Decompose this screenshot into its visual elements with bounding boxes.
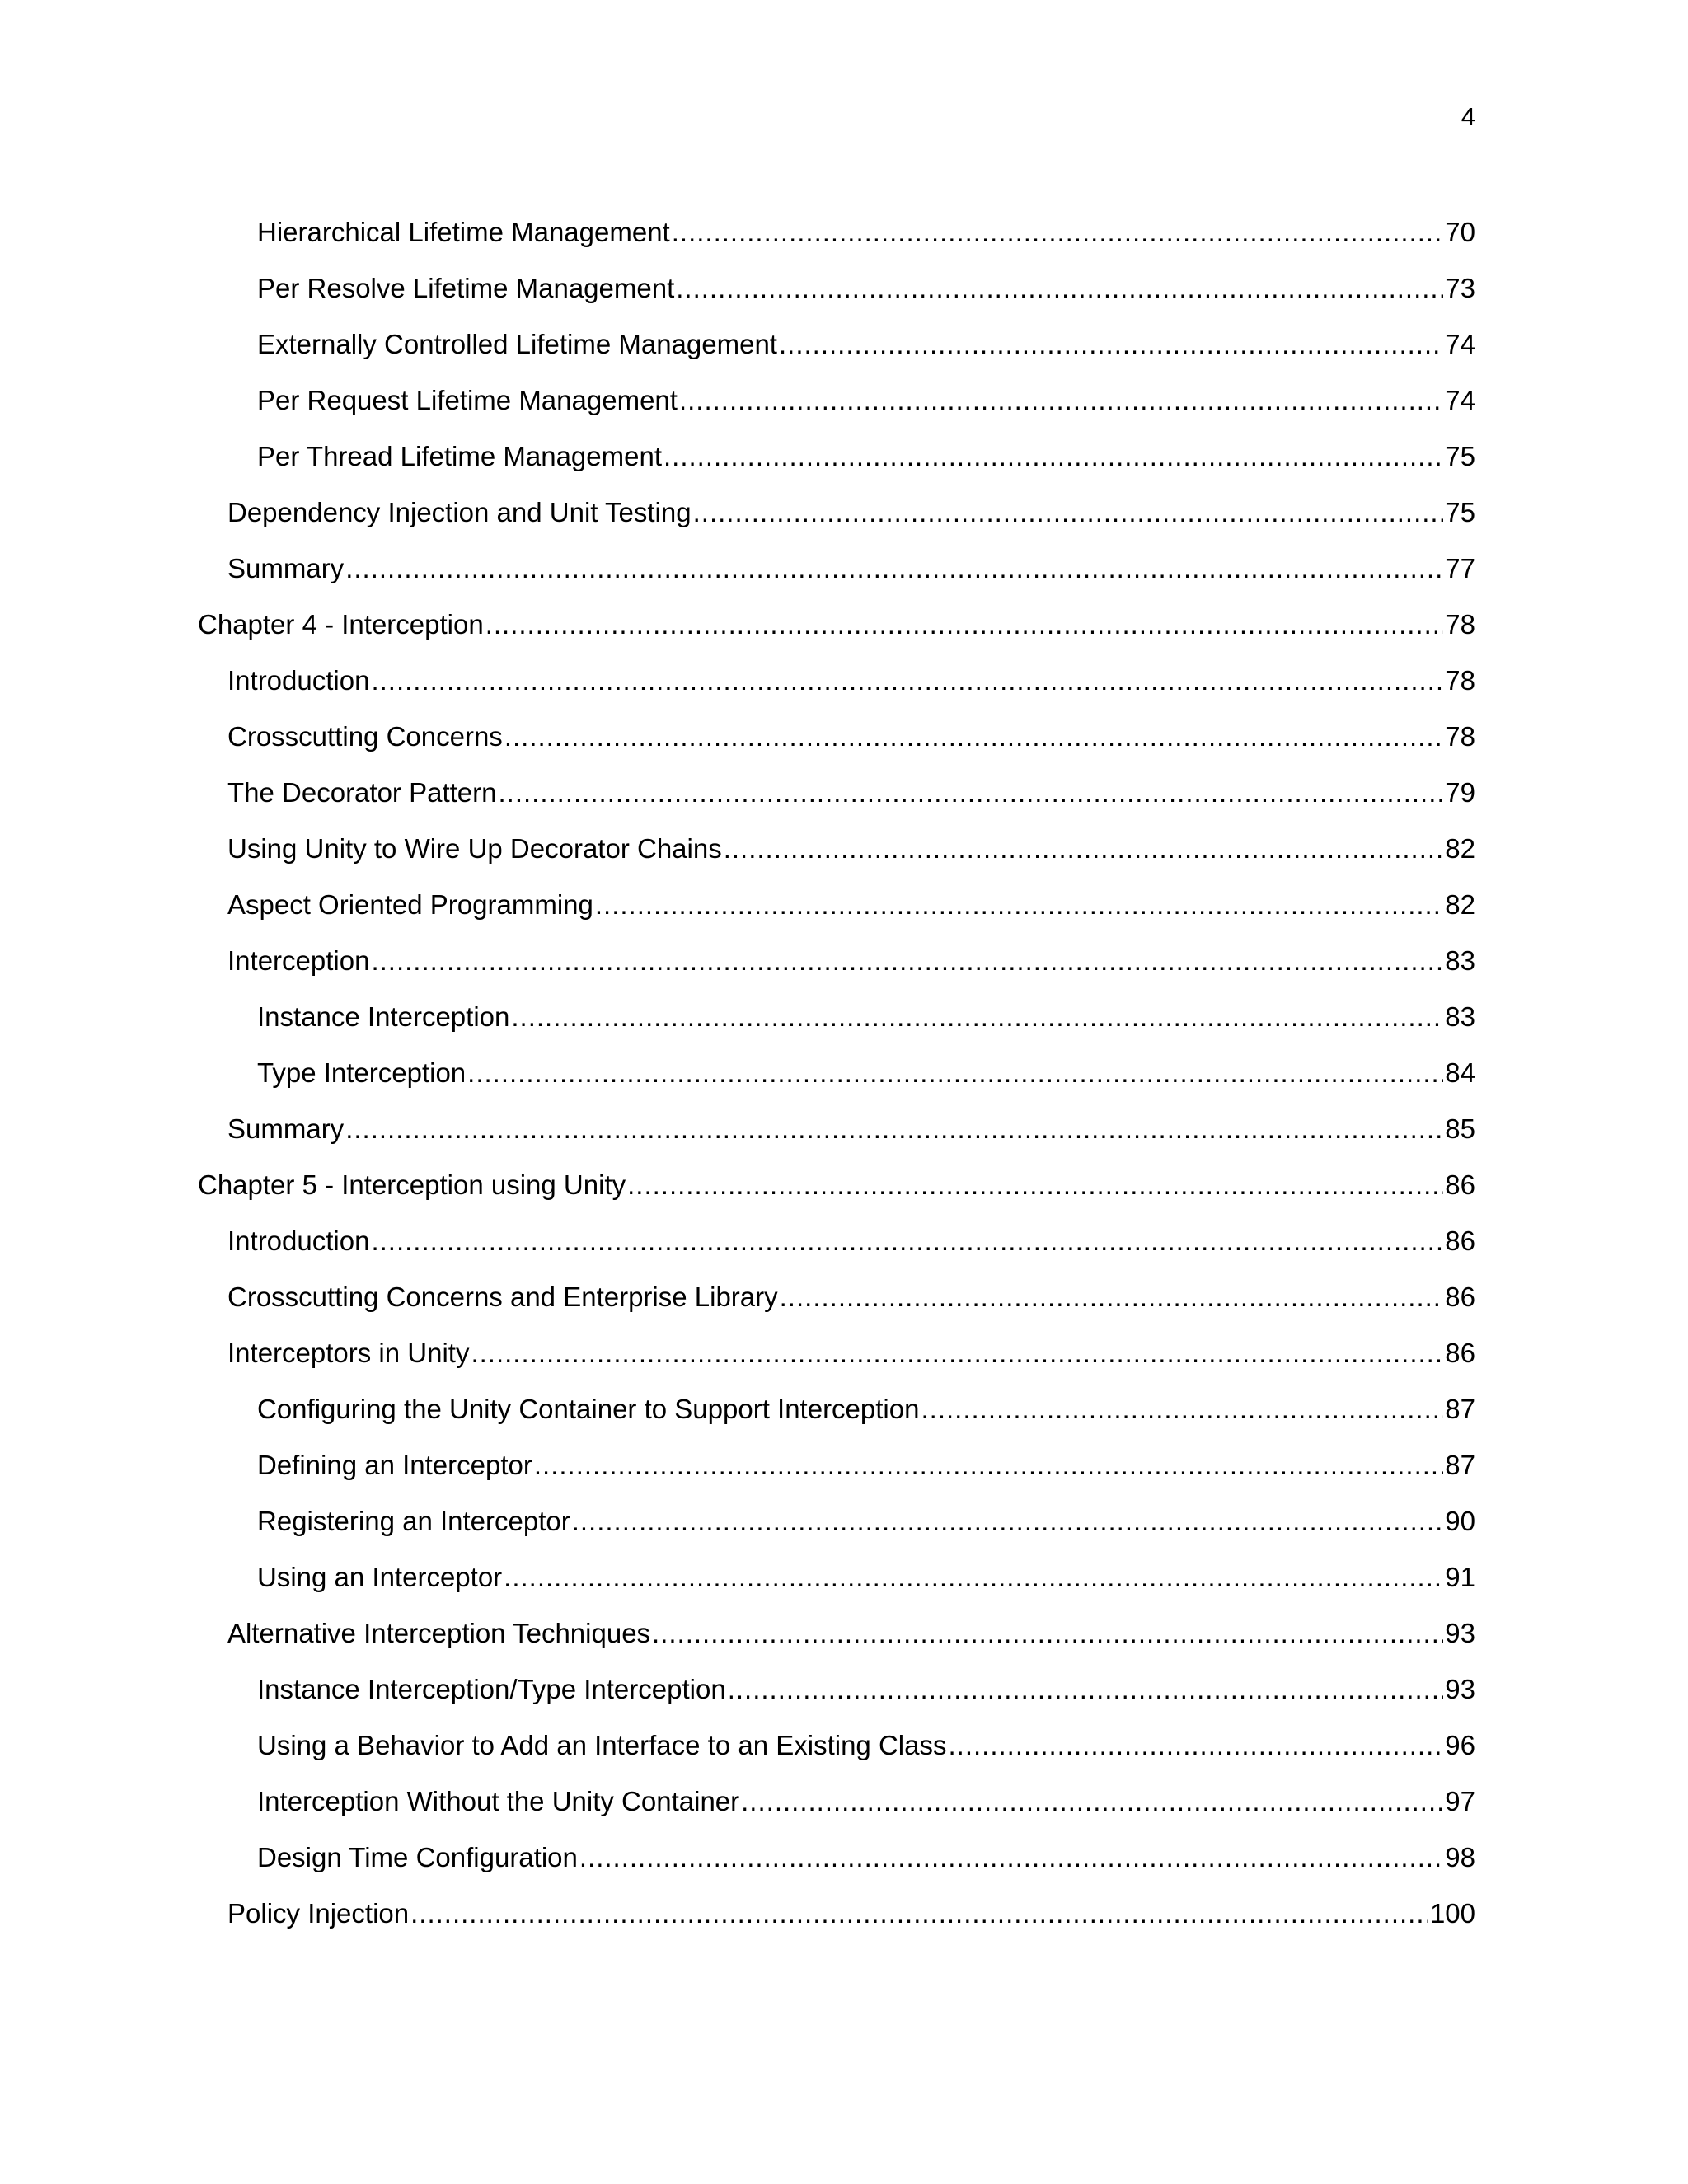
toc-entry-title: Using Unity to Wire Up Decorator Chains <box>227 833 722 864</box>
toc-entry[interactable] <box>198 440 1475 496</box>
toc-entry-page: 96 <box>1445 1730 1475 1760</box>
dot-leader <box>345 1113 1443 1146</box>
toc-entry[interactable] <box>198 1561 1475 1617</box>
toc-entry[interactable] <box>198 1225 1475 1281</box>
toc-entry-page: 87 <box>1445 1394 1475 1424</box>
dot-leader <box>728 1673 1444 1706</box>
toc-entry-title: Instance Interception/Type Interception <box>257 1674 726 1704</box>
toc-entry-title: Summary <box>227 553 345 583</box>
toc-entry-page: 75 <box>1445 497 1475 527</box>
dot-leader <box>672 216 1444 249</box>
dot-leader <box>948 1729 1443 1762</box>
toc-entry-title: Summary <box>227 1113 345 1144</box>
toc-entry-title: Defining an Interceptor <box>257 1450 532 1480</box>
toc-entry-page: 98 <box>1445 1842 1475 1872</box>
toc-entry-title: Per Request Lifetime Management <box>257 385 678 415</box>
toc-entry-title: Policy Injection <box>227 1898 410 1929</box>
dot-leader <box>485 608 1444 641</box>
toc-entry-page: 78 <box>1445 721 1475 752</box>
toc-entry-title: Crosscutting Concerns <box>227 721 503 752</box>
toc-entry[interactable] <box>198 664 1475 720</box>
toc-entry-title: Interceptors in Unity <box>227 1338 470 1368</box>
toc-entry-page: 74 <box>1445 329 1475 359</box>
toc-entry-title: Per Thread Lifetime Management <box>257 441 662 471</box>
toc-entry[interactable] <box>198 272 1475 328</box>
dot-leader <box>504 1561 1443 1594</box>
toc-entry-page: 93 <box>1445 1674 1475 1704</box>
toc-entry-page: 79 <box>1445 777 1475 808</box>
toc-entry-page: 86 <box>1445 1282 1475 1312</box>
toc-entry-page: 86 <box>1445 1338 1475 1368</box>
toc-entry-page: 70 <box>1445 217 1475 247</box>
toc-entry-title: Instance Interception <box>257 1001 510 1032</box>
dot-leader <box>534 1449 1443 1482</box>
toc-entry[interactable] <box>198 328 1475 384</box>
dot-leader <box>595 888 1443 921</box>
toc-entry-page: 97 <box>1445 1786 1475 1816</box>
toc-entry[interactable] <box>198 776 1475 832</box>
toc-entry-page: 82 <box>1445 889 1475 920</box>
toc-entry-page: 73 <box>1445 273 1475 303</box>
toc-entry[interactable] <box>198 720 1475 776</box>
toc-entry-page: 100 <box>1429 1898 1475 1929</box>
dot-leader <box>921 1393 1443 1426</box>
toc-entry-title: Introduction <box>227 665 370 696</box>
dot-leader <box>504 720 1443 753</box>
toc-entry-title: Chapter 5 - Interception using Unity <box>198 1169 626 1200</box>
toc-entry[interactable] <box>198 1841 1475 1897</box>
toc-entry-page: 85 <box>1445 1113 1475 1144</box>
toc-entry[interactable] <box>198 1897 1475 1953</box>
toc-entry[interactable] <box>198 1785 1475 1841</box>
dot-leader <box>679 384 1443 417</box>
toc-entry[interactable] <box>198 944 1475 1001</box>
toc-entry-title: Chapter 4 - Interception <box>198 609 484 640</box>
toc-entry-title: Using a Behavior to Add an Interface to an Existing Class <box>257 1730 947 1760</box>
dot-leader <box>572 1505 1444 1538</box>
toc-entry-title: Type Interception <box>257 1057 467 1088</box>
toc-entry-page: 86 <box>1445 1226 1475 1256</box>
toc-entry[interactable] <box>198 1337 1475 1393</box>
toc-entry-title: Configuring the Unity Container to Support Interception <box>257 1394 920 1424</box>
toc-entry-page: 75 <box>1445 441 1475 471</box>
dot-leader <box>579 1841 1443 1874</box>
toc-entry-page: 91 <box>1445 1562 1475 1592</box>
dot-leader <box>676 272 1443 305</box>
toc-entry[interactable] <box>198 1673 1475 1729</box>
toc-entry[interactable] <box>198 216 1475 272</box>
dot-leader <box>511 1001 1443 1033</box>
toc-entry[interactable] <box>198 608 1475 664</box>
toc-entry-title: Dependency Injection and Unit Testing <box>227 497 692 527</box>
dot-leader <box>345 552 1443 585</box>
toc-entry[interactable] <box>198 1169 1475 1225</box>
toc-entry[interactable] <box>198 1449 1475 1505</box>
dot-leader <box>693 496 1444 529</box>
toc-entry-title: Introduction <box>227 1226 370 1256</box>
toc-entry[interactable] <box>198 1001 1475 1057</box>
toc-entry-title: Registering an Interceptor <box>257 1506 570 1536</box>
toc-entry-title: Per Resolve Lifetime Management <box>257 273 675 303</box>
toc-entry[interactable] <box>198 1617 1475 1673</box>
toc-entry-page: 83 <box>1445 945 1475 976</box>
toc-entry-page: 86 <box>1445 1169 1475 1200</box>
toc-entry-title: Interception Without the Unity Container <box>257 1786 740 1816</box>
toc-entry-page: 78 <box>1445 665 1475 696</box>
dot-leader <box>724 832 1444 865</box>
toc-entry-title: The Decorator Pattern <box>227 777 497 808</box>
toc-entry[interactable] <box>198 832 1475 888</box>
toc-entry-page: 84 <box>1445 1057 1475 1088</box>
toc-entry[interactable] <box>198 384 1475 440</box>
toc-entry-title: Alternative Interception Techniques <box>227 1618 651 1648</box>
toc-entry-title: Hierarchical Lifetime Management <box>257 217 670 247</box>
toc-entry-page: 74 <box>1445 385 1475 415</box>
toc-entry-page: 82 <box>1445 833 1475 864</box>
toc-entry-page: 93 <box>1445 1618 1475 1648</box>
dot-leader <box>371 1225 1443 1258</box>
toc-entry[interactable] <box>198 1113 1475 1169</box>
toc-entry-title: Using an Interceptor <box>257 1562 503 1592</box>
dot-leader <box>471 1337 1443 1370</box>
dot-leader <box>780 1281 1444 1314</box>
toc-entry[interactable] <box>198 552 1475 608</box>
toc-entry-page: 87 <box>1445 1450 1475 1480</box>
page-number: 4 <box>1461 102 1475 131</box>
dot-leader <box>663 440 1443 473</box>
toc-entry-title: Aspect Oriented Programming <box>227 889 593 920</box>
toc-entry-page: 77 <box>1445 553 1475 583</box>
toc-entry[interactable] <box>198 496 1475 552</box>
dot-leader <box>499 776 1444 809</box>
toc-entry-title: Design Time Configuration <box>257 1842 578 1872</box>
toc-entry[interactable] <box>198 888 1475 944</box>
toc-entry-page: 90 <box>1445 1506 1475 1536</box>
dot-leader <box>652 1617 1443 1650</box>
toc-entry[interactable] <box>198 1057 1475 1113</box>
toc-entry[interactable] <box>198 1505 1475 1561</box>
toc-entry[interactable] <box>198 1393 1475 1449</box>
table-of-contents <box>198 216 1475 1953</box>
toc-entry-title: Interception <box>227 945 370 976</box>
toc-entry-page: 83 <box>1445 1001 1475 1032</box>
dot-leader <box>371 944 1443 977</box>
dot-leader <box>410 1897 1428 1930</box>
toc-entry-title: Crosscutting Concerns and Enterprise Library <box>227 1282 778 1312</box>
toc-entry[interactable] <box>198 1729 1475 1785</box>
toc-entry-title: Externally Controlled Lifetime Management <box>257 329 777 359</box>
toc-entry[interactable] <box>198 1281 1475 1337</box>
dot-leader <box>371 664 1443 697</box>
dot-leader <box>741 1785 1443 1818</box>
dot-leader <box>779 328 1443 361</box>
toc-entry-page: 78 <box>1445 609 1475 640</box>
dot-leader <box>627 1169 1443 1202</box>
dot-leader <box>467 1057 1443 1090</box>
